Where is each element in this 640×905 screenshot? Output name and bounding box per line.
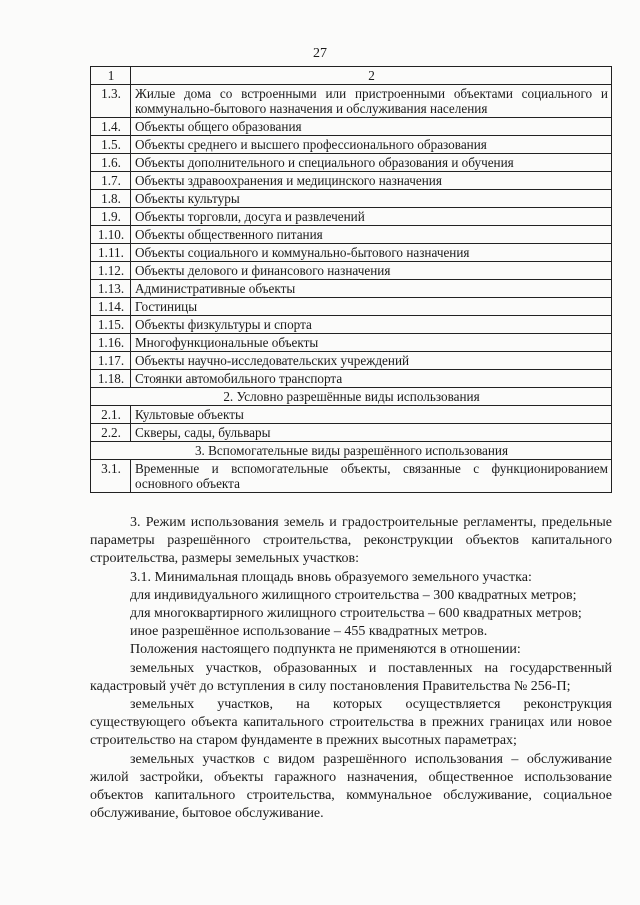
table-row	[91, 226, 612, 244]
row-number: 1.16.	[91, 334, 131, 352]
table-row	[91, 280, 612, 298]
row-description: Объекты общего образования	[131, 118, 612, 136]
table-row	[91, 190, 612, 208]
row-description: Объекты физкультуры и спорта	[131, 316, 612, 334]
row-number: 3.1.	[91, 460, 131, 493]
row-number: 1.11.	[91, 244, 131, 262]
row-description: Жилые дома со встроенными или пристроенными объектами социального и коммунально-бытового назначения и обслуживания населения	[131, 85, 612, 118]
table-row	[91, 424, 612, 442]
paragraph-exception-1: земельных участков, образованных и поставленных на государственный кадастровый учёт до вступления в силу постановления Правительства № 256-П;	[90, 660, 612, 694]
row-description: Многофункциональные объекты	[131, 334, 612, 352]
table-row	[91, 154, 612, 172]
table-row	[91, 334, 612, 352]
table-row	[91, 298, 612, 316]
row-number: 1.4.	[91, 118, 131, 136]
page-number: 27	[313, 46, 327, 61]
row-description: Объекты торговли, досуга и развлечений	[131, 208, 612, 226]
row-number: 1.17.	[91, 352, 131, 370]
table-row	[91, 244, 612, 262]
table-row	[91, 118, 612, 136]
row-description: Объекты культуры	[131, 190, 612, 208]
row-number: 1.12.	[91, 262, 131, 280]
row-number: 1.14.	[91, 298, 131, 316]
header-col-2: 2	[131, 67, 612, 85]
row-description: Культовые объекты	[131, 406, 612, 424]
row-number: 1.5.	[91, 136, 131, 154]
table-row	[91, 316, 612, 334]
row-description: Объекты среднего и высшего профессионального образования	[131, 136, 612, 154]
section-2-header	[91, 388, 612, 406]
row-description: Объекты социального и коммунально-бытового назначения	[131, 244, 612, 262]
paragraph-exception-3: земельных участков с видом разрешённого использования – обслуживание жилой застройки, объекты гаражного назначения, общественное использование объектов капитального строительства, коммунальное обслуживание, социальное обслуживание, бытовое обслуживание.	[90, 751, 612, 822]
row-description: Административные объекты	[131, 280, 612, 298]
row-description: Объекты научно-исследовательских учреждений	[131, 352, 612, 370]
paragraph-individual: для индивидуального жилищного строительства – 300 квадратных метров;	[130, 587, 577, 603]
row-number: 1.18.	[91, 370, 131, 388]
table-row	[91, 208, 612, 226]
paragraph-exceptions: Положения настоящего подпункта не применяются в отношении:	[130, 642, 521, 658]
header-col-1: 1	[91, 67, 131, 85]
row-description: Объекты дополнительного и специального образования и обучения	[131, 154, 612, 172]
table-row	[91, 460, 612, 493]
row-description: Временные и вспомогательные объекты, связанные с функционированием основного объекта	[131, 460, 612, 493]
section-3-header	[91, 442, 612, 460]
row-number: 1.7.	[91, 172, 131, 190]
paragraph-multi-apartment: для многоквартирного жилищного строительства – 600 квадратных метров;	[130, 606, 582, 622]
row-description: Объекты общественного питания	[131, 226, 612, 244]
row-description: Объекты делового и финансового назначения	[131, 262, 612, 280]
paragraph-exception-2: земельных участков, на которых осуществляется реконструкция существующего объекта капитального строительства в прежних границах или новое строительство на старом фундаменте в прежних высотных параметрах;	[90, 697, 612, 749]
row-description: Гостиницы	[131, 298, 612, 316]
row-description: Скверы, сады, бульвары	[131, 424, 612, 442]
row-number: 1.13.	[91, 280, 131, 298]
paragraph-regime: 3. Режим использования земель и градостроительные регламенты, предельные параметры разрешённого строительства, реконструкции объектов капитального строительства, размеры земельных участков:	[90, 515, 612, 567]
row-number: 1.3.	[91, 85, 131, 118]
row-number: 1.8.	[91, 190, 131, 208]
body-text	[90, 514, 612, 823]
section-3-header-title: 3. Вспомогательные виды разрешённого использования	[91, 442, 612, 460]
row-number: 1.6.	[91, 154, 131, 172]
row-number: 2.2.	[91, 424, 131, 442]
land-use-table	[90, 66, 612, 493]
table-row	[91, 262, 612, 280]
table-row	[91, 370, 612, 388]
table-row	[91, 136, 612, 154]
row-number: 2.1.	[91, 406, 131, 424]
row-number: 1.15.	[91, 316, 131, 334]
table-header-row	[91, 67, 612, 85]
paragraph-min-area: 3.1. Минимальная площадь вновь образуемого земельного участка:	[130, 569, 532, 585]
row-number: 1.10.	[91, 226, 131, 244]
table-row	[91, 352, 612, 370]
table-row	[91, 172, 612, 190]
row-description: Стоянки автомобильного транспорта	[131, 370, 612, 388]
paragraph-other-use: иное разрешённое использование – 455 квадратных метров.	[130, 624, 488, 640]
table-row	[91, 406, 612, 424]
section-2-header-title: 2. Условно разрешённые виды использования	[91, 388, 612, 406]
row-number: 1.9.	[91, 208, 131, 226]
row-description: Объекты здравоохранения и медицинского назначения	[131, 172, 612, 190]
table-row	[91, 85, 612, 118]
